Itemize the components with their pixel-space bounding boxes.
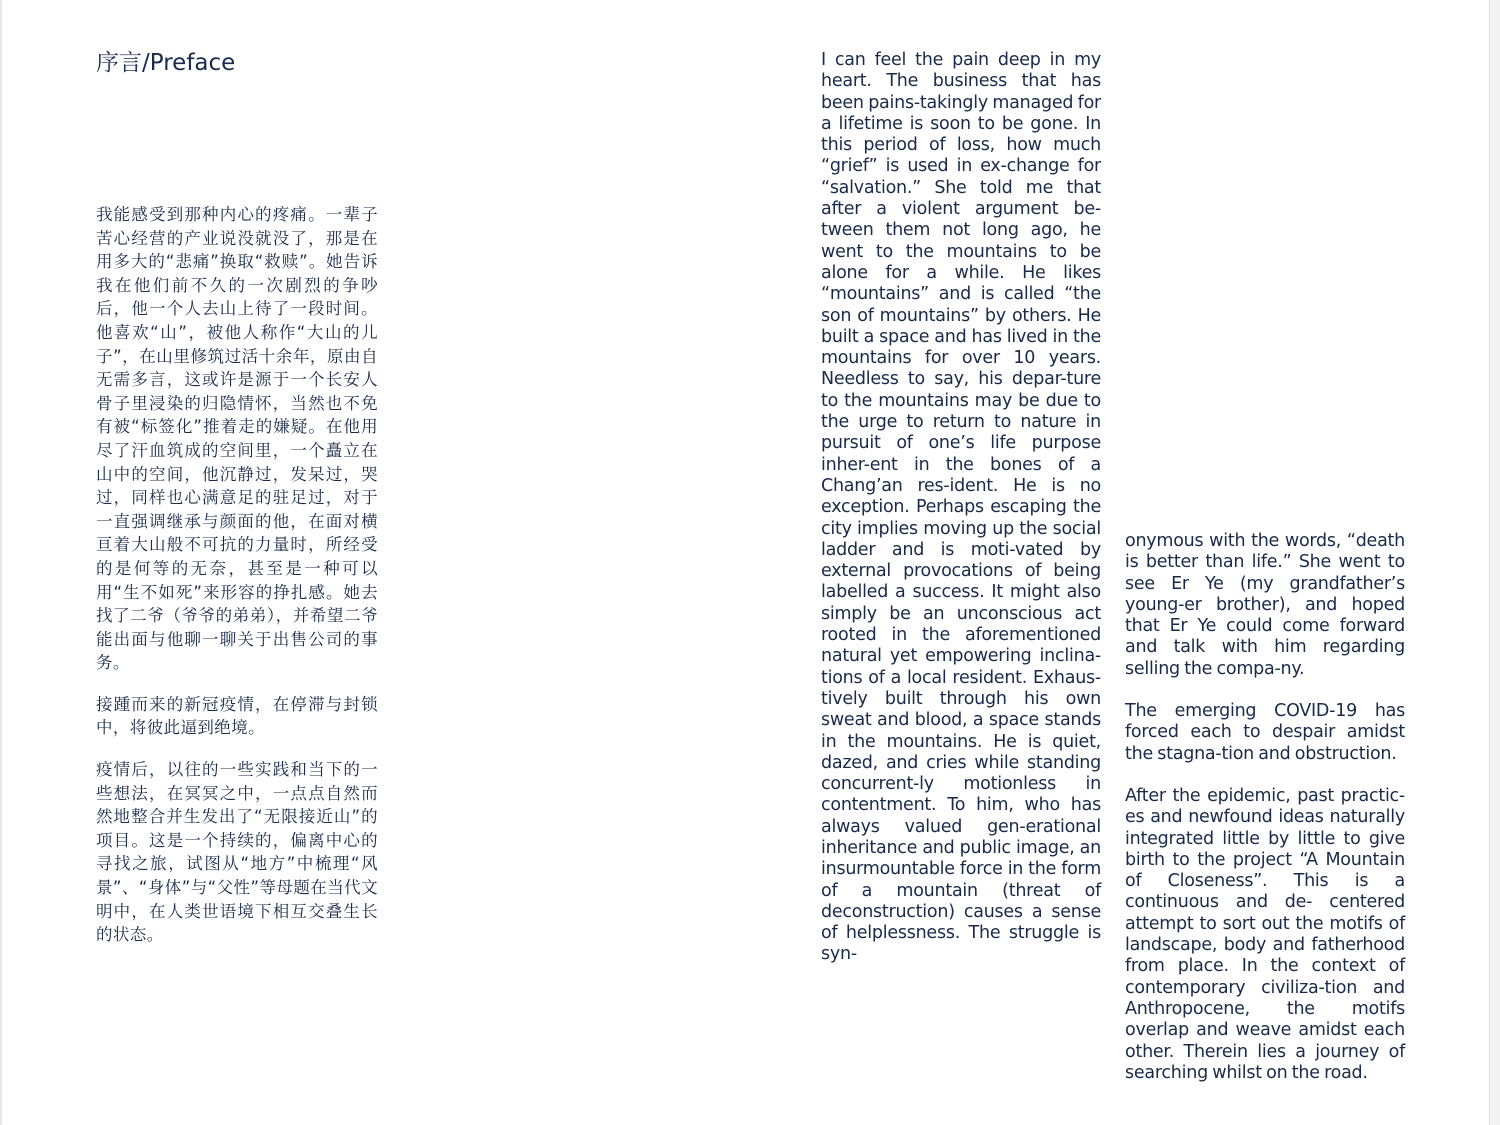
chinese-paragraph: 我能感受到那种内心的疼痛。一辈子苦心经营的产业说没就没了，那是在用多大的“悲痛”换取“救赎”。她告诉我在他们前不久的一次剧烈的争吵后，他一个人去山上待了一段时间。他喜欢“山”，被他人称作“大山的儿子”，在山里修筑过活十余年，原由自无需多言，这或许是源于一个长安人骨子里浸染的归隐情怀，当然也不免有被“标签化”推着走的嫌疑。在他用尽了汗血筑成的空间里，一个矗立在山中的空间，他沉静过，发呆过，哭过，同样也心满意足的驻足过，对于一直强调继承与颜面的他，在面对横亘着大山般不可抗的力量时，所经受的是何等的无奈，甚至是一种可以用“生不如死”来形容的挣扎感。她去找了二爷（爷爷的弟弟），并希望二爷能出面与他聊一聊关于出售公司的事务。 [96,205,378,673]
chinese-text-column [96,203,378,965]
english-text-column-1 [821,50,1101,987]
english-paragraph: I can feel the pain deep in my heart. The business that has been pains-takingly managed for a lifetime is soon to be gone. In this period of loss, how much “grief” is used in ex-change for “salvation.” She told me that after a violent argument be-tween them not long ago, he went to the mountains to be alone for a while. He likes “mountains” and is called “the son of mountains” by others. He built a space and has lived in the mountains for over 10 years. Needless to say, his depar-ture to the mountains may be due to the urge to return to nature in pursuit of one’s life purpose inher-ent in the bones of a Chang’an res-ident. He is no exception. Perhaps escaping the city implies moving up the social ladder and is moti-vated by external provocations of being labelled a success. It might also simply be an unconscious act rooted in the aforementioned natural yet empowering inclina-tions of a local resident. Exhaus-tively built through his own sweat and blood, a space stands in the mountains. He is quiet, dazed, and cries while standing concurrent-ly motionless in contentment. To him, who has always valued gen-erational inheritance and public image, an insurmountable force in the form of a mountain (threat of deconstruction) causes a sense of helplessness. The struggle is syn- [821,50,1101,965]
english-text-column-2 [1125,531,1405,1105]
left-page-edge [0,0,2,1125]
english-paragraph: onymous with the words, “death is better than life.” She went to see Er Ye (my grandfather’s young-er brother), and hoped that Er Ye could come forward and talk with him regarding selling the compa-ny. [1125,531,1405,679]
chinese-paragraph: 接踵而来的新冠疫情，在停滞与封锁中，将彼此逼到绝境。 [96,694,378,738]
right-page-edge [1489,0,1500,1125]
english-paragraph: After the epidemic, past practic-es and newfound ideas naturally integrated little by little to give birth to the project “A Mountain of Closeness”. This is a continuous and de- centered attempt to sort out the motifs of landscape, body and fatherhood from place. In the context of contemporary civiliza-tion and Anthropocene, the motifs overlap and weave amidst each other. Therein lies a journey of searching whilst on the road. [1125,785,1405,1083]
english-paragraph: The emerging COVID-19 has forced each to despair amidst the stagna-tion and obstruction. [1125,701,1405,764]
page-title: 序言/Preface [96,50,236,76]
chinese-paragraph: 疫情后，以往的一些实践和当下的一些想法，在冥冥之中，一点点自然而然地整合并生发出了“无限接近山”的项目。这是一个持续的，偏离中心的寻找之旅，试图从“地方”中梳理“风景”、“身体”与“父性”等母题在当代文明中，在人类世语境下相互交叠生长的状态。 [96,760,378,945]
